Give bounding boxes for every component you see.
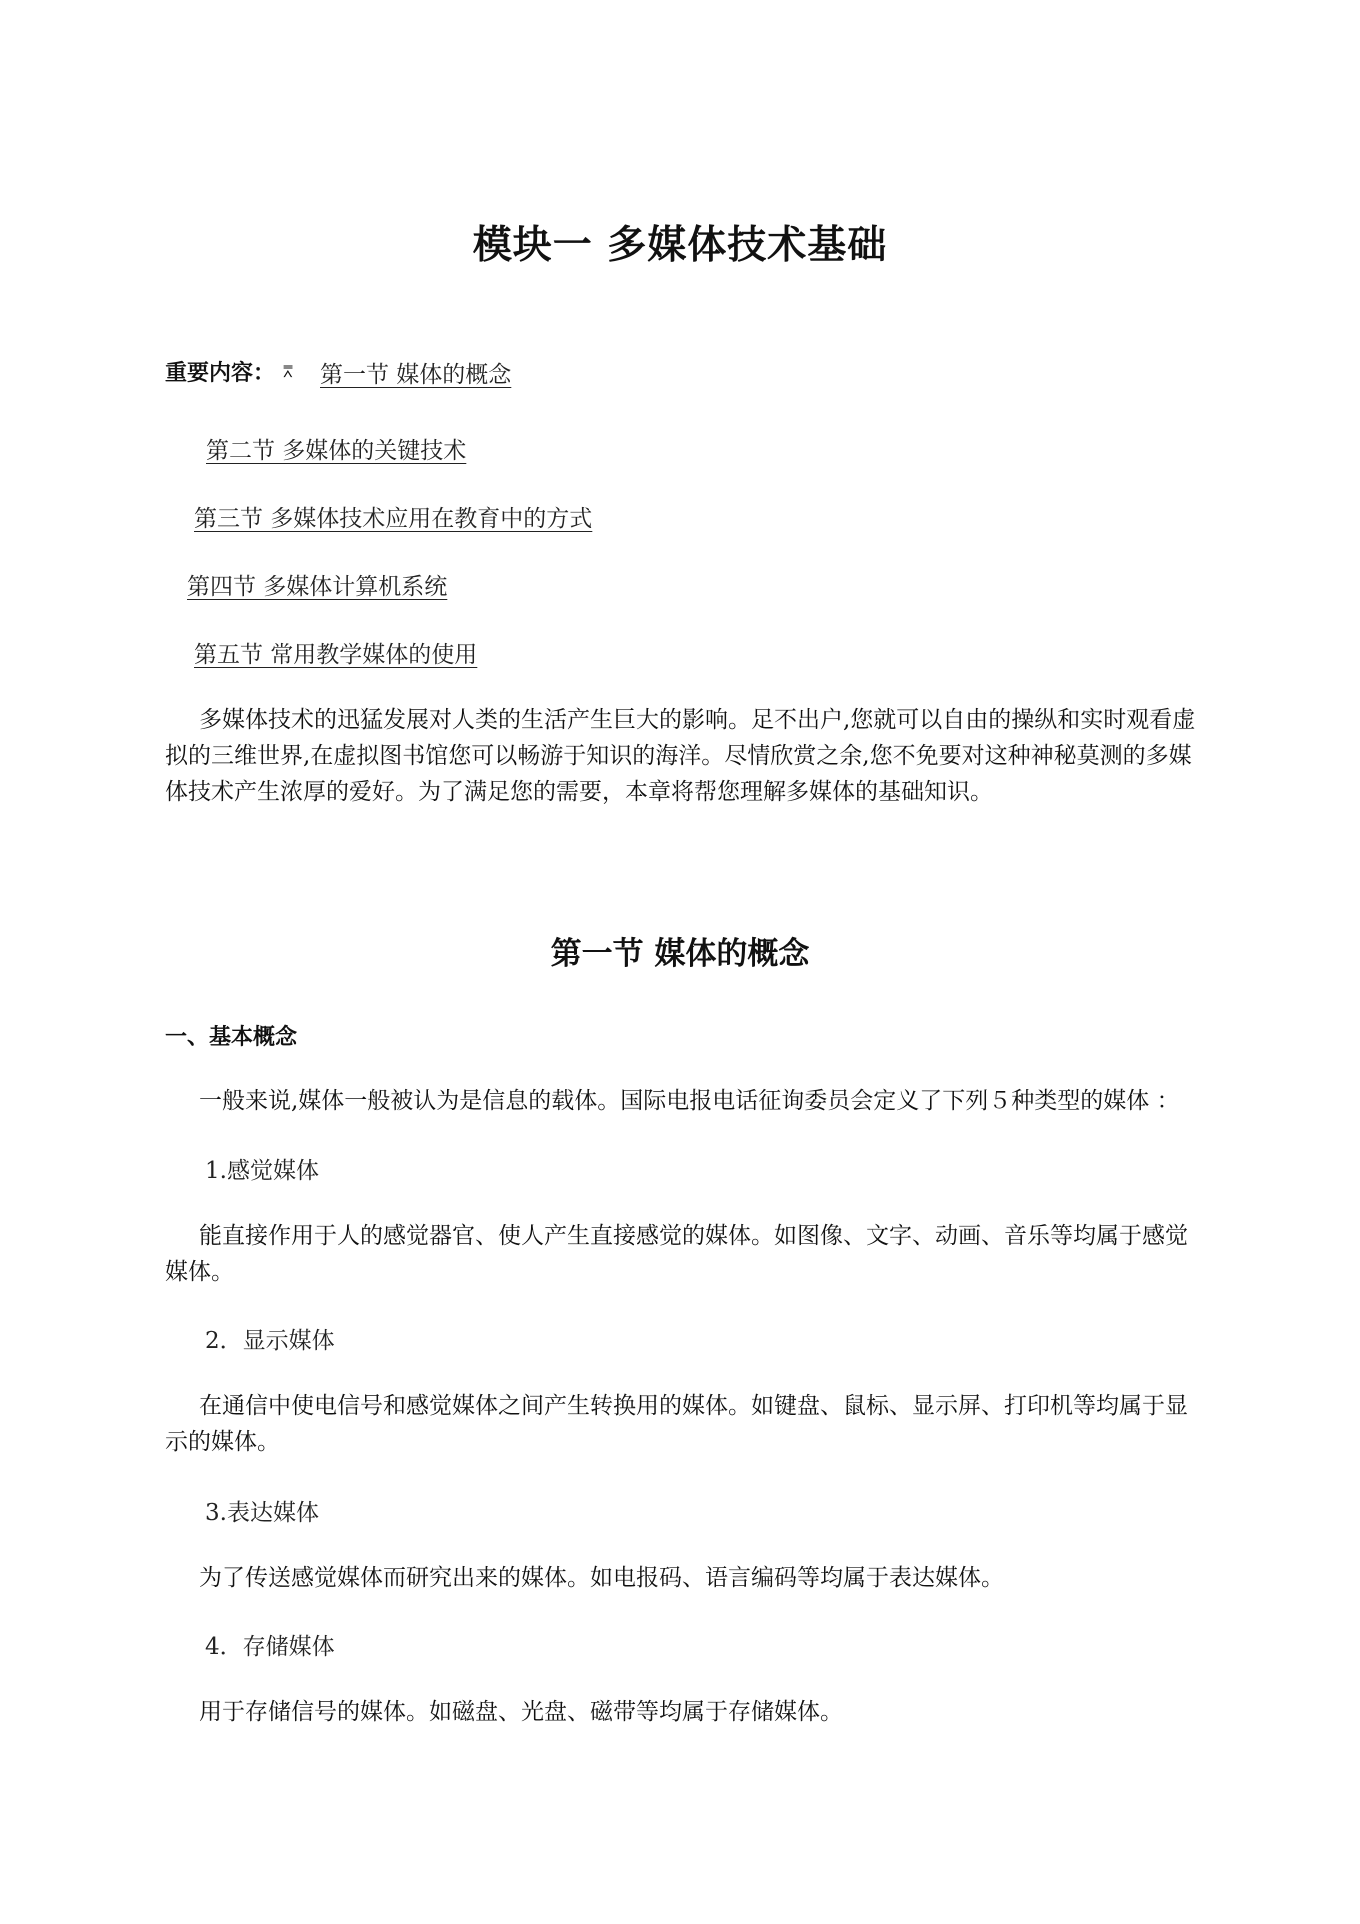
media-type-name: 1.感觉媒体	[205, 1158, 319, 1184]
media-type-description: 用于存储信号的媒体。如磁盘、光盘、磁带等均属于存储媒体。	[199, 1699, 843, 1725]
key-content-label: 重要内容：	[165, 361, 276, 386]
page-title: 模块一 多媒体技术基础	[472, 222, 888, 268]
media-type-description: 为了传送感觉媒体而研究出来的媒体。如电报码、语言编码等均属于表达媒体。	[199, 1565, 1004, 1591]
toc-link-section-5[interactable]: 第五节 常用教学媒体的使用	[194, 642, 478, 668]
sub-heading-basic-concepts: 一、基本概念	[165, 1025, 298, 1050]
toc-link-section-2[interactable]: 第二节 多媒体的关键技术	[206, 438, 467, 464]
toc-link-section-3[interactable]: 第三节 多媒体技术应用在教育中的方式	[194, 506, 593, 532]
media-type-description: 能直接作用于人的感觉器官、使人产生直接感觉的媒体。如图像、文字、动画、音乐等均属于感觉媒体。	[165, 1223, 1188, 1285]
media-type-name: 4．存储媒体	[205, 1634, 335, 1660]
arrow-marker-icon: ⩞	[283, 362, 293, 381]
media-type-name: 3.表达媒体	[205, 1500, 319, 1526]
media-type-description: 在通信中使电信号和感觉媒体之间产生转换用的媒体。如键盘、鼠标、显示屏、打印机等均属于显示的媒体。	[165, 1393, 1188, 1455]
definition-intro-paragraph: 一般来说,媒体一般被认为是信息的载体。国际电报电话征询委员会定义了下列５种类型的媒体 ：	[199, 1088, 1180, 1114]
media-type-name: 2．显示媒体	[205, 1328, 335, 1354]
toc-link-section-1[interactable]: 第一节 媒体的概念	[320, 362, 512, 388]
toc-link-section-4[interactable]: 第四节 多媒体计算机系统	[187, 574, 448, 600]
intro-paragraph: 多媒体技术的迅猛发展对人类的生活产生巨大的影响。足不出户,您就可以自由的操纵和实时观看虚拟的三维世界,在虚拟图书馆您可以畅游于知识的海洋。尽情欣赏之余,您不免要对这种神秘莫测的多媒体技术产生浓厚的爱好。为了满足您的需要，本章将帮您理解多媒体的基础知识。	[165, 707, 1196, 805]
section-title: 第一节 媒体的概念	[550, 936, 810, 972]
